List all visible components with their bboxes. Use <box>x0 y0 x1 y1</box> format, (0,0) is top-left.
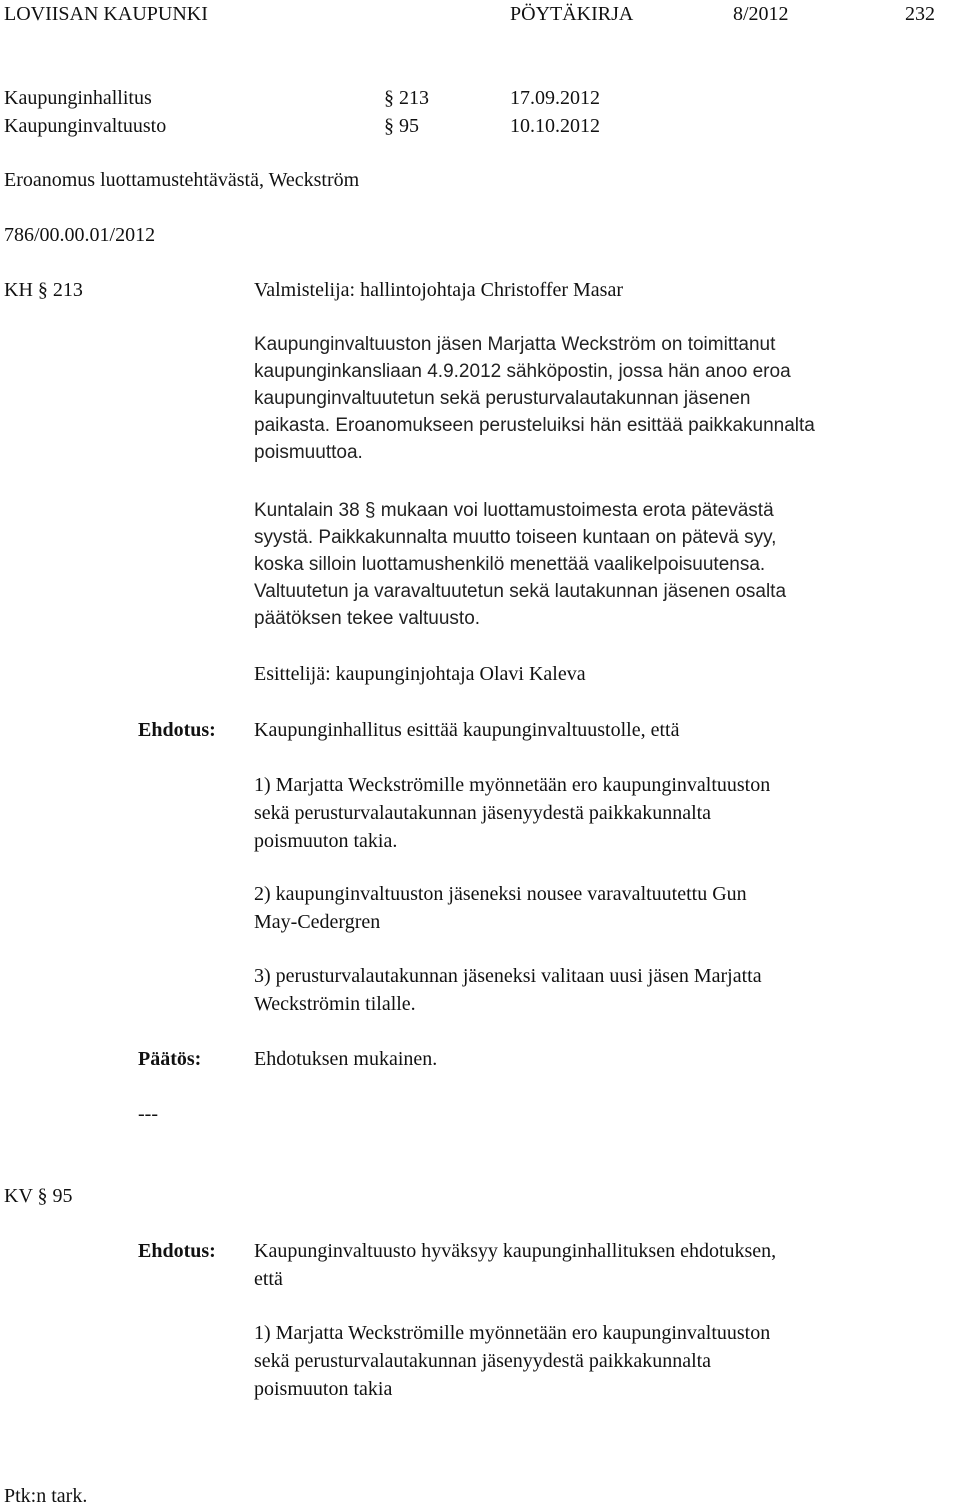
text-line: 1) Marjatta Weckströmille myönnetään ero kaupunginvaltuuston <box>254 774 771 796</box>
kh-paragraph-1 <box>254 331 954 466</box>
text-line: paikasta. Eroanomukseen perusteluiksi hän esittää paikkakunnalta <box>254 415 815 436</box>
page-number: 232 <box>905 3 935 25</box>
text-line: Valtuutetun ja varavaltuutetun sekä lautakunnan jäsenen osalta <box>254 581 787 602</box>
text-line: poismuuton takia. <box>254 830 398 852</box>
text-line: päätöksen tekee valtuusto. <box>254 608 481 629</box>
decision-text: Ehdotuksen mukainen. <box>254 1048 438 1070</box>
section-separator: --- <box>138 1103 158 1125</box>
kh-proposal-label: Ehdotus: <box>138 719 216 741</box>
presenter-line: Esittelijä: kaupunginjohtaja Olavi Kaleva <box>254 663 586 685</box>
text-line: May-Cedergren <box>254 911 381 933</box>
text-line: 1) Marjatta Weckströmille myönnetään ero kaupunginvaltuuston <box>254 1322 771 1344</box>
issue-number: 8/2012 <box>733 3 789 25</box>
kh-paragraph-2 <box>254 497 954 632</box>
body-date: 10.10.2012 <box>510 115 600 137</box>
text-line: sekä perusturvalautakunnan jäsenyydestä paikkakunnalta <box>254 1350 712 1372</box>
kv-item-1 <box>254 1319 954 1403</box>
text-line: koska silloin luottamushenkilö menettää vaalikelpoisuutensa. <box>254 554 766 575</box>
body-name: Kaupunginhallitus <box>4 87 152 109</box>
text-line: syystä. Paikkakunnalta muutto toiseen kuntaan on pätevä syy, <box>254 527 777 548</box>
municipality-name: LOVIISAN KAUPUNKI <box>4 3 208 25</box>
body-section: § 213 <box>384 87 429 109</box>
kv-section-label: KV § 95 <box>4 1185 73 1207</box>
text-line: Kaupunginvaltuusto hyväksyy kaupunginhallituksen ehdotuksen, <box>254 1240 777 1262</box>
text-line: Weckströmin tilalle. <box>254 993 416 1015</box>
kh-section-label: KH § 213 <box>4 279 83 301</box>
kh-item-1 <box>254 771 954 855</box>
kv-proposal-label: Ehdotus: <box>138 1240 216 1262</box>
document-type: PÖYTÄKIRJA <box>510 3 634 25</box>
body-date: 17.09.2012 <box>510 87 600 109</box>
text-line: sekä perusturvalautakunnan jäsenyydestä paikkakunnalta <box>254 802 712 824</box>
kh-item-2 <box>254 880 954 936</box>
text-line: että <box>254 1268 283 1290</box>
text-line: poismuuttoa. <box>254 442 363 463</box>
decision-label: Päätös: <box>138 1048 202 1070</box>
subject-title: Eroanomus luottamustehtävästä, Weckström <box>4 169 360 191</box>
footer-note: Ptk:n tark. <box>4 1485 88 1507</box>
kv-proposal-intro <box>254 1237 954 1293</box>
text-line: Kuntalain 38 § mukaan voi luottamustoimesta erota pätevästä <box>254 500 774 521</box>
text-line: poismuuton takia <box>254 1378 393 1400</box>
diary-number: 786/00.00.01/2012 <box>4 224 156 246</box>
text-line: 3) perusturvalautakunnan jäseneksi valitaan uusi jäsen Marjatta <box>254 965 762 987</box>
kh-item-3 <box>254 962 954 1018</box>
text-line: Kaupunginvaltuuston jäsen Marjatta Weckström on toimittanut <box>254 334 776 355</box>
body-name: Kaupunginvaltuusto <box>4 115 167 137</box>
preparer-line: Valmistelija: hallintojohtaja Christoffer Masar <box>254 279 623 301</box>
text-line: kaupunginvaltuutetun sekä perusturvalautakunnan jäsenen <box>254 388 751 409</box>
text-line: kaupunginkansliaan 4.9.2012 sähköpostin, jossa hän anoo eroa <box>254 361 791 382</box>
kh-proposal-intro: Kaupunginhallitus esittää kaupunginvaltuustolle, että <box>254 719 680 741</box>
body-section: § 95 <box>384 115 419 137</box>
text-line: 2) kaupunginvaltuuston jäseneksi nousee varavaltuutettu Gun <box>254 883 747 905</box>
